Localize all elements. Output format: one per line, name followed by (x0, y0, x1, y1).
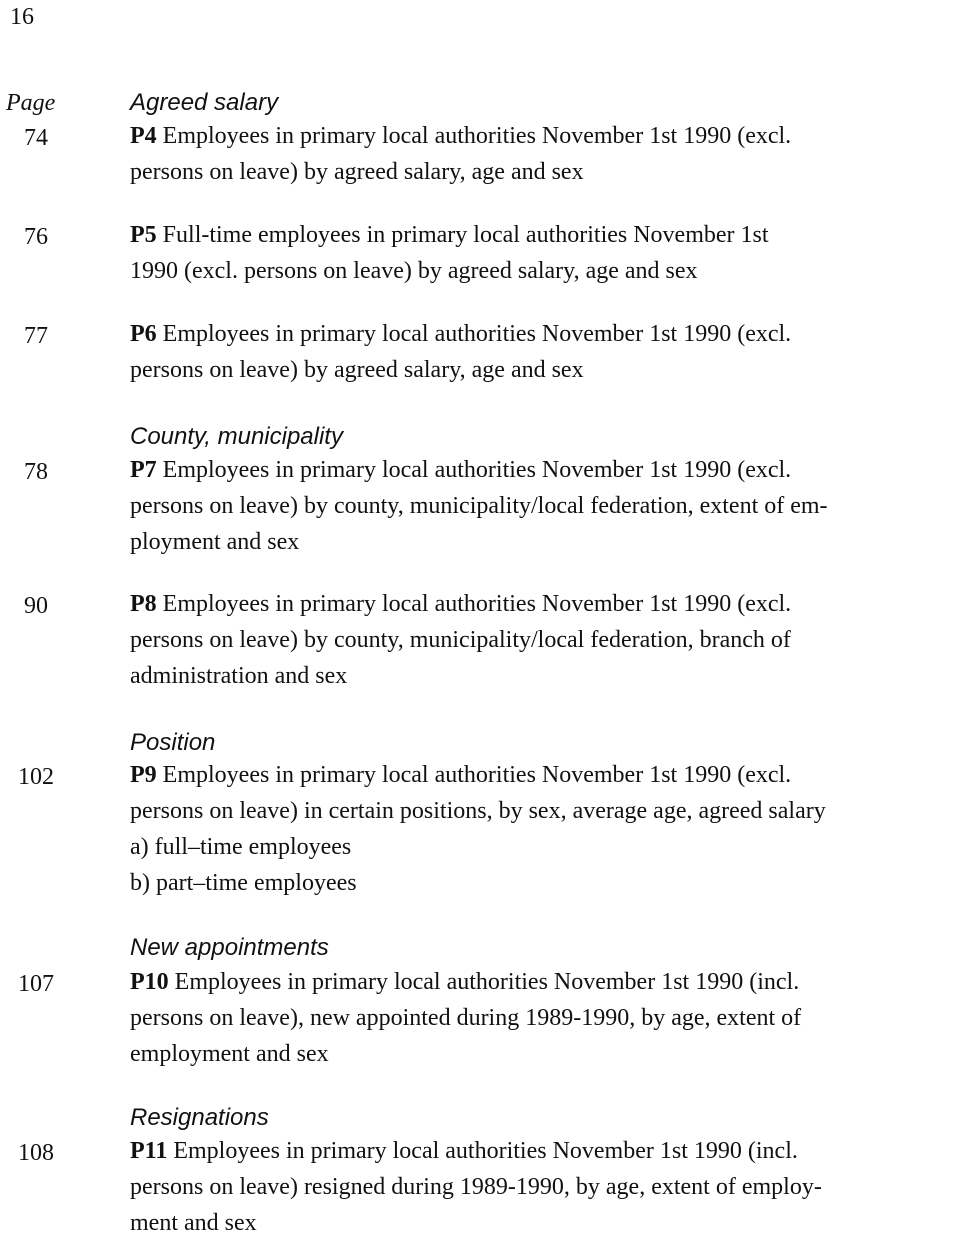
entry-text: Employees in primary local authorities November 1st 1990 (excl. (162, 123, 792, 149)
page-ref: 107 (18, 971, 54, 997)
page-ref: 77 (24, 323, 48, 349)
section-heading: New appointments (130, 934, 329, 961)
section-heading: County, municipality (130, 423, 343, 450)
entry-line (130, 118, 954, 154)
entry-text: Employees in primary local authorities November 1st 1990 (excl. (162, 457, 792, 483)
table-code: P6 (130, 321, 157, 347)
toc-entry (130, 452, 954, 560)
toc-entry (130, 964, 954, 1072)
page-ref: 78 (24, 459, 48, 485)
table-code: P8 (130, 591, 157, 617)
toc-entry (130, 217, 954, 289)
toc-entry (130, 316, 954, 388)
entry-text: Employees in primary local authorities November 1st 1990 (excl. (162, 321, 792, 347)
page-number: 16 (10, 4, 34, 30)
entry-line: persons on leave) by agreed salary, age and sex (130, 357, 584, 383)
toc-entry (130, 118, 954, 190)
entry-text: Employees in primary local authorities November 1st 1990 (incl. (173, 1138, 798, 1164)
toc-entry (130, 586, 954, 694)
entry-line: employment and sex (130, 1041, 329, 1067)
section-heading: Agreed salary (130, 89, 279, 116)
table-code: P4 (130, 123, 157, 149)
toc-entry (130, 1133, 954, 1241)
entry-text: Employees in primary local authorities November 1st 1990 (incl. (174, 969, 800, 995)
table-code: P5 (130, 222, 157, 248)
table-code: P11 (130, 1138, 168, 1164)
page-ref: 102 (18, 764, 54, 790)
entry-text: Employees in primary local authorities November 1st 1990 (excl. (162, 591, 792, 617)
entry-line (130, 964, 954, 1000)
page-column-header: Page (6, 90, 56, 116)
page-ref: 108 (18, 1140, 54, 1166)
entry-line: persons on leave), new appointed during 1989-1990, by age, extent of (130, 1005, 802, 1031)
table-code: P7 (130, 457, 157, 483)
entry-text: Full-time employees in primary local authorities November 1st (162, 222, 769, 248)
entry-line: persons on leave) by agreed salary, age and sex (130, 159, 584, 185)
page-ref: 76 (24, 224, 48, 250)
entry-line: ployment and sex (130, 529, 300, 555)
entry-line (130, 452, 954, 488)
entry-line: administration and sex (130, 663, 348, 689)
entry-line (130, 757, 954, 793)
section-heading: Resignations (130, 1104, 269, 1131)
section-heading: Position (130, 729, 216, 756)
entry-line: 1990 (excl. persons on leave) by agreed salary, age and sex (130, 258, 698, 284)
entry-line: persons on leave) in certain positions, by sex, average age, agreed salary (130, 798, 826, 824)
entry-line: ment and sex (130, 1210, 257, 1236)
entry-line: b) part–time employees (130, 870, 357, 896)
toc-entry (130, 757, 954, 901)
entry-line (130, 586, 954, 622)
page-ref: 74 (24, 125, 48, 151)
entry-line (130, 316, 954, 352)
entry-line (130, 1133, 954, 1169)
table-code: P10 (130, 969, 169, 995)
entry-line: persons on leave) by county, municipality/local federation, branch of (130, 627, 791, 653)
entry-line: persons on leave) resigned during 1989-1990, by age, extent of employ- (130, 1174, 822, 1200)
entry-text: Employees in primary local authorities November 1st 1990 (excl. (162, 762, 792, 788)
entry-line: a) full–time employees (130, 834, 352, 860)
table-code: P9 (130, 762, 157, 788)
entry-line: persons on leave) by county, municipality/local federation, extent of em- (130, 493, 828, 519)
entry-line (130, 217, 954, 253)
page-ref: 90 (24, 593, 48, 619)
